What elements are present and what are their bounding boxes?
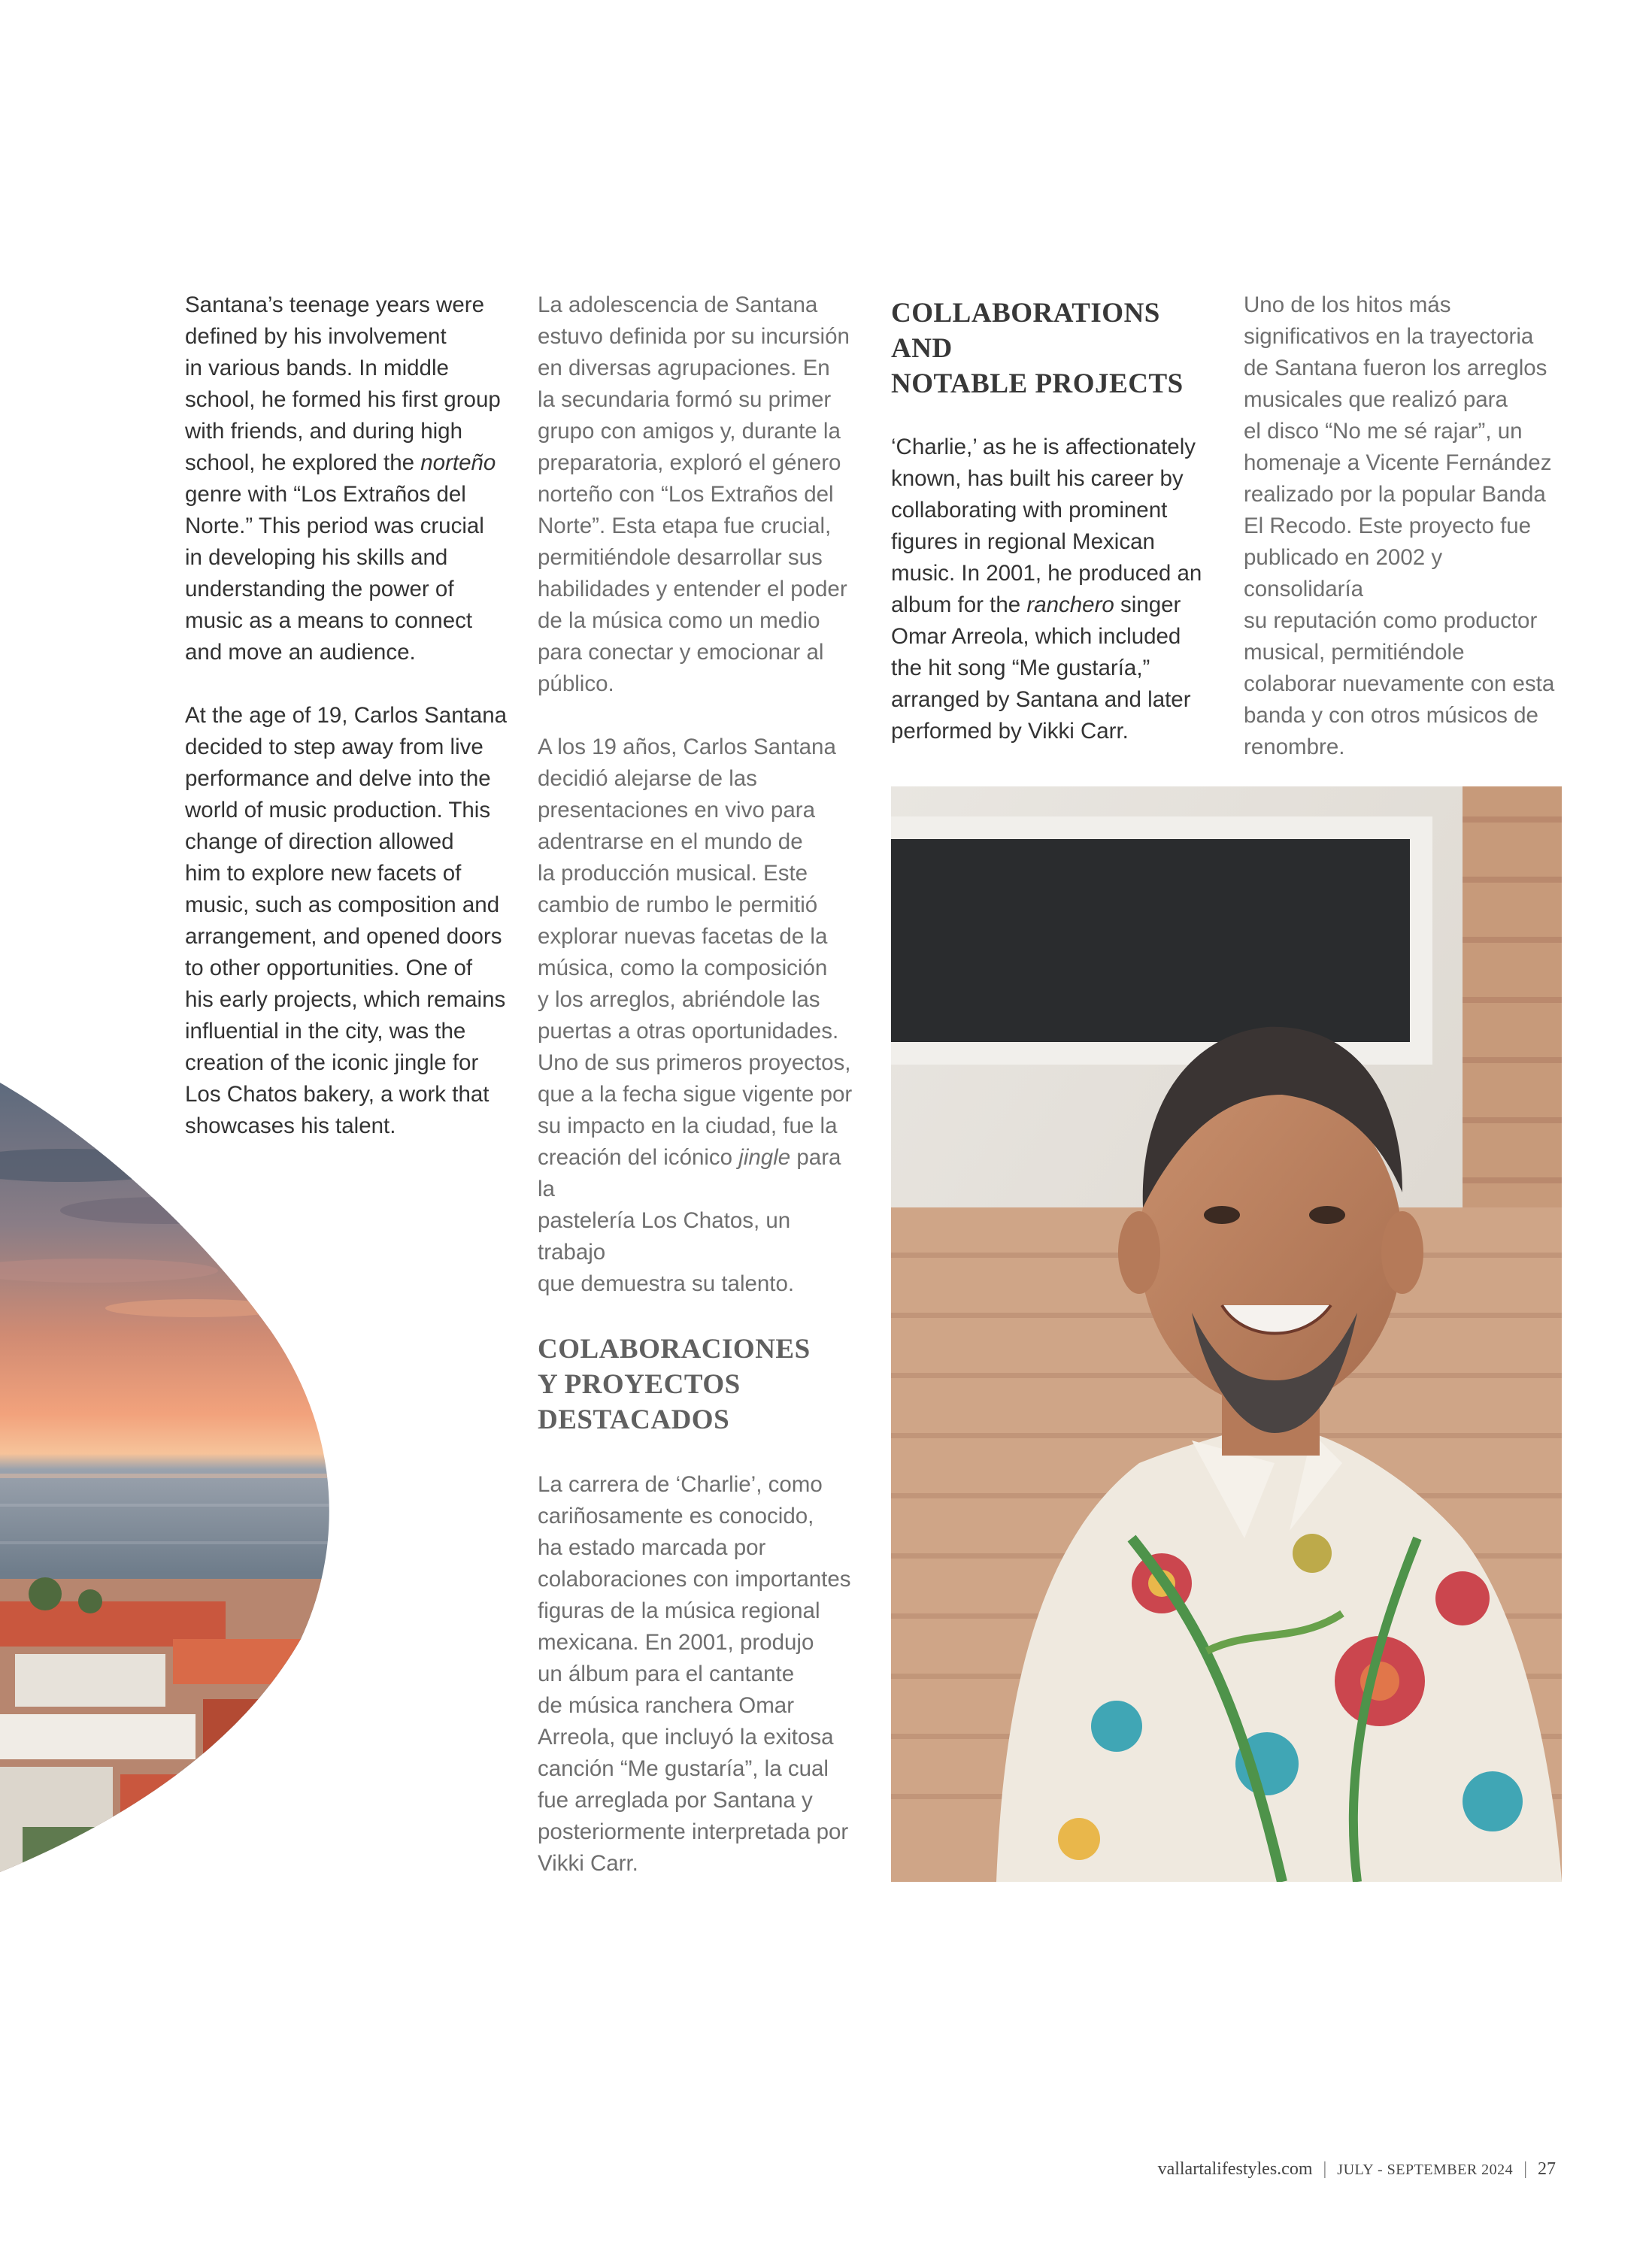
column-spanish-1 (538, 289, 861, 1880)
portrait-photo (891, 786, 1562, 1882)
paragraph-teenage-years: Santana’s teenage years were defined by his involvement in various bands. In middle school, he formed his first group with friends, and during high school, he explored the norteño genre with “Los Extraños del Norte.” This period was crucial in developing his skills and understanding the power of music as a means to connect and move an audience. (185, 292, 501, 665)
footer-issue: JULY - SEPTEMBER 2024 (1337, 2162, 1514, 2178)
paragraph-produccion-musical: A los 19 años, Carlos Santana decidió alejarse de las presentaciones en vivo para adentrarse en el mundo de la producción musical. Este cambio de rumbo le permitió explorar nuevas facetas de la música, como la composición y los arreglos, abriéndole las puertas a otras oportunidades. Uno de sus primeros proyectos, que a la fecha sigue vigente por su impacto en la ciudad, fue la creación del icónico jingle para la pastelería Los Chatos, un trabajo que demuestra su talento. (538, 735, 853, 1296)
footer-page-number: 27 (1538, 2159, 1556, 2179)
column-english-1 (185, 289, 508, 1142)
paragraph-hitos: Uno de los hitos más significativos en la trayectoria de Santana fueron los arreglos musicales que realizó para el disco “No me sé rajar”, un homenaje a Vicente Fernández realizado por la popular Banda El Recodo. Este proyecto fue publicado en 2002 y consolidaría su reputación como productor musical, permitiéndole colaborar nuevamente con esta banda y con otros músicos de renombre. (1244, 292, 1555, 759)
heading-colaboraciones: COLABORACIONES Y PROYECTOS DESTACADOS (538, 1334, 811, 1435)
paragraph-adolescencia: La adolescencia de Santana estuvo definida por su incursión en diversas agrupaciones. En la secundaria formó su primer grupo con amigos y, durante la preparatoria, exploró el género norteño con “Los Extraños del Norte”. Esta etapa fue crucial, permitiéndole desarrollar sus habilidades y entender el poder de la música como un medio para conectar y emocionar al público. (538, 292, 850, 696)
sunset-city-image (0, 1083, 346, 1872)
footer-website: vallartalifestyles.com (1157, 2159, 1313, 2179)
paragraph-music-production: At the age of 19, Carlos Santana decided to step away from live performance and delve into the world of music production. This change of direction allowed him to explore new facets of music, such as composition and arrangement, and opened doors to other opportunities. One of his early projects, which remains influential in the city, was the creation of the iconic jingle for Los Chatos bakery, a work that showcases his talent. (185, 703, 508, 1138)
footer-separator: | (1523, 2159, 1527, 2179)
heading-collaborations: COLLABORATIONS AND NOTABLE PROJECTS (891, 298, 1184, 399)
footer-separator: | (1323, 2159, 1327, 2179)
column-english-2 (891, 295, 1207, 747)
paragraph-charlie-career: ‘Charlie,’ as he is affectionately known, has built his career by collaborating with prominent figures in regional Mexican music. In 2001, he produced an album for the ranchero singer Omar Arreola, which included the hit song “Me gustaría,” arranged by Santana and later performed by Vikki Carr. (891, 435, 1202, 744)
paragraph-carrera-charlie: La carrera de ‘Charlie’, como cariñosamente es conocido, ha estado marcada por colaboraciones con importantes figuras de la música regional mexicana. En 2001, produjo un álbum para el cantante de música ranchera Omar Arreola, que incluyó la exitosa canción “Me gustaría”, la cual fue arreglada por Santana y posteriormente interpretada por Vikki Carr. (538, 1472, 851, 1876)
column-spanish-2 (1244, 289, 1567, 763)
page-footer (1158, 2159, 1556, 2180)
